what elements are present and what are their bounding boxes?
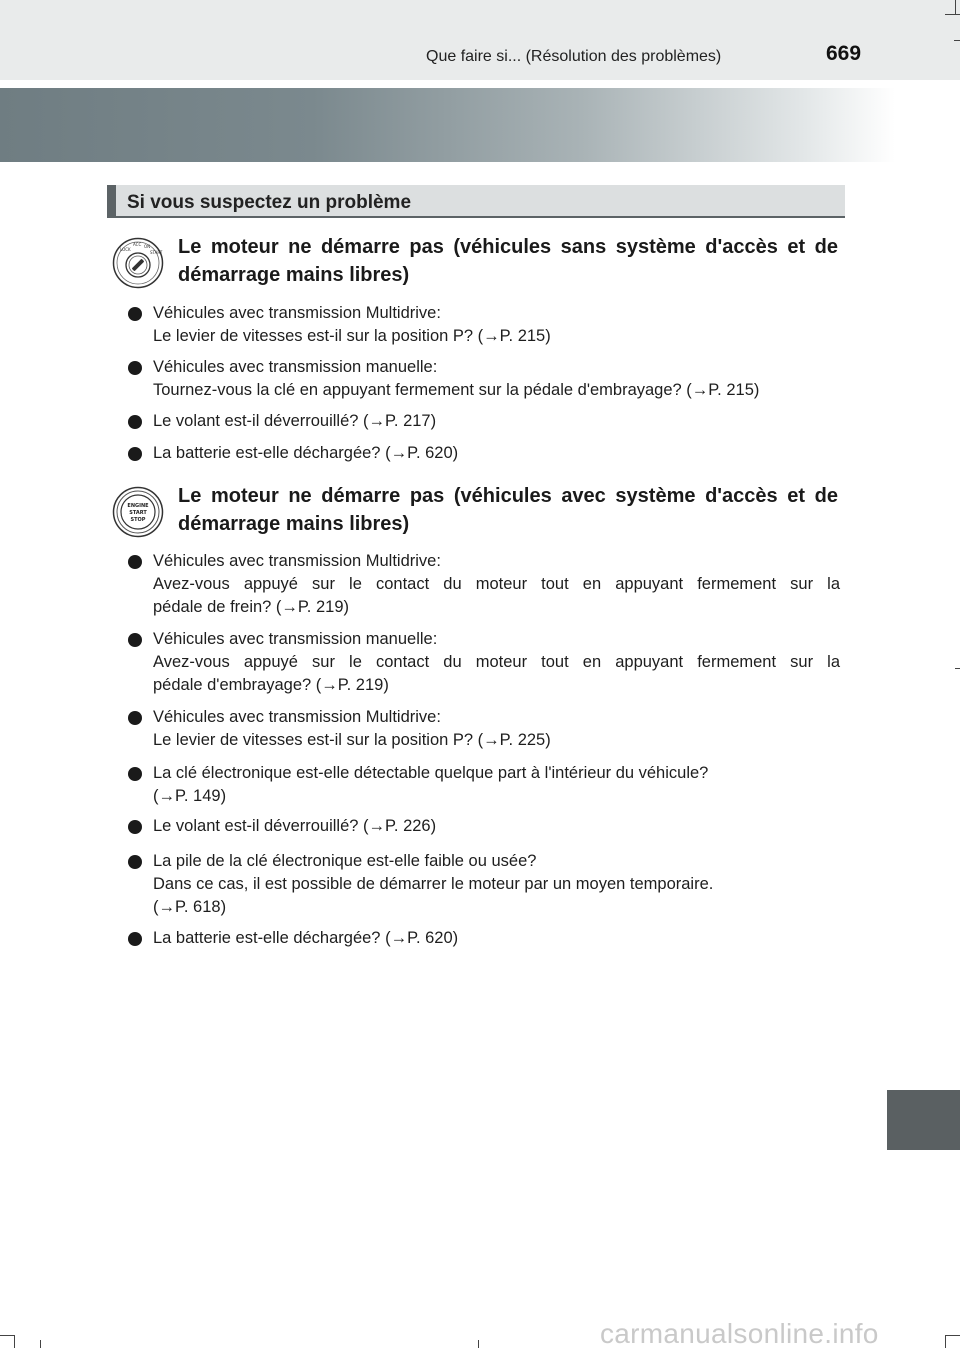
chapter-title: Que faire si... (Résolution des problèmes) (426, 48, 722, 65)
bullet-line: La batterie est-elle déchargée? (→P. 620) (153, 444, 459, 462)
bullet-icon (128, 633, 142, 647)
bullet-line: (→P. 618) (153, 898, 227, 916)
svg-text:START: START (150, 250, 163, 255)
bullet-item (128, 706, 840, 752)
watermark-logo: carmanualsonline.info (600, 1318, 879, 1349)
bullet-icon (128, 820, 142, 834)
crop-mark (40, 1340, 41, 1348)
bullet-text (153, 302, 840, 348)
page-number: 669 (826, 42, 862, 65)
section-title: Si vous suspectez un problème (127, 192, 412, 213)
bullet-line: Véhicules avec transmission Multidrive: (153, 552, 441, 570)
bullet-item (128, 927, 840, 950)
bullet-line: La pile de la clé électronique est-elle faible ou usée? (153, 852, 537, 870)
bullet-line: Dans ce cas, il est possible de démarrer le moteur par un moyen temporaire. (153, 875, 714, 893)
bullet-line: Le levier de vitesses est-il sur la position P? (→P. 215) (153, 327, 551, 345)
icon-text-stop: STOP (130, 517, 146, 523)
bullet-item (128, 850, 840, 919)
bullet-line: pédale de frein? (→P. 219) (153, 598, 349, 616)
bullet-icon (128, 307, 142, 321)
chapter-side-tab (887, 1090, 960, 1150)
crop-mark (478, 1340, 479, 1348)
bullet-text (153, 356, 840, 402)
bullet-line: Véhicules avec transmission Multidrive: (153, 708, 441, 726)
bullet-line: La clé électronique est-elle détectable quelque part à l'intérieur du véhicule? (153, 764, 709, 782)
chapter-banner (0, 88, 895, 162)
bullet-line: Véhicules avec transmission manuelle: (153, 358, 438, 376)
bullet-text (153, 706, 840, 752)
bullet-icon (128, 932, 142, 946)
bullet-item (128, 356, 840, 402)
key-ignition-switch-icon (112, 237, 164, 289)
bullet-text (153, 550, 840, 619)
crop-mark (14, 1335, 15, 1348)
bullet-item (128, 628, 840, 697)
bullet-icon (128, 447, 142, 461)
bullet-item (128, 815, 840, 838)
bullet-line: Véhicules avec transmission Multidrive: (153, 304, 441, 322)
bullet-line: Tournez-vous la clé en appuyant fermement sur la pédale d'embrayage? (→P. 215) (153, 381, 760, 399)
bullet-text (153, 762, 840, 808)
bullet-line: La batterie est-elle déchargée? (→P. 620) (153, 929, 459, 947)
bullet-item (128, 302, 840, 348)
group2-heading: Le moteur ne démarre pas (véhicules avec système d'accès et de démarrage mains libres) (178, 485, 838, 535)
bullet-text (153, 410, 840, 433)
bullet-icon (128, 855, 142, 869)
bullet-line: Véhicules avec transmission manuelle: (153, 630, 438, 648)
bullet-item (128, 410, 840, 433)
bullet-icon (128, 361, 142, 375)
bullet-item (128, 762, 840, 808)
bullet-line: Avez-vous appuyé sur le contact du moteur tout en appuyant fermement sur la (153, 653, 840, 671)
bullet-text (153, 442, 840, 465)
bullet-icon (128, 711, 142, 725)
section-header (107, 185, 845, 218)
icon-text-start: START (129, 510, 147, 516)
bullet-line: (→P. 149) (153, 787, 227, 805)
bullet-item (128, 550, 840, 619)
page-header (0, 0, 960, 80)
bullet-text (153, 927, 840, 950)
bullet-line: pédale d'embrayage? (→P. 219) (153, 676, 389, 694)
bullet-text (153, 850, 840, 919)
crop-mark (955, 0, 956, 14)
bullet-line: Le volant est-il déverrouillé? (→P. 217) (153, 412, 437, 430)
engine-start-stop-button-icon (112, 486, 164, 538)
crop-mark (945, 1335, 960, 1336)
group1-heading: Le moteur ne démarre pas (véhicules sans système d'accès et de démarrage mains libres) (178, 236, 838, 286)
bullet-icon (128, 767, 142, 781)
bullet-line: Avez-vous appuyé sur le contact du moteur tout en appuyant fermement sur la (153, 575, 840, 593)
crop-mark (945, 1335, 946, 1348)
crop-mark (955, 668, 960, 669)
svg-text:ACC: ACC (133, 242, 142, 247)
bullet-icon (128, 415, 142, 429)
bullet-text (153, 628, 840, 697)
svg-text:ON: ON (144, 244, 151, 249)
bullet-icon (128, 555, 142, 569)
icon-text-engine: ENGINE (127, 503, 149, 509)
crop-mark (0, 1335, 14, 1336)
bullet-item (128, 442, 840, 465)
crop-mark (954, 40, 960, 41)
bullet-line: Le levier de vitesses est-il sur la position P? (→P. 225) (153, 731, 551, 749)
svg-text:LOCK: LOCK (120, 247, 131, 252)
bullet-line: Le volant est-il déverrouillé? (→P. 226) (153, 817, 437, 835)
bullet-text (153, 815, 840, 838)
crop-mark (945, 14, 960, 15)
